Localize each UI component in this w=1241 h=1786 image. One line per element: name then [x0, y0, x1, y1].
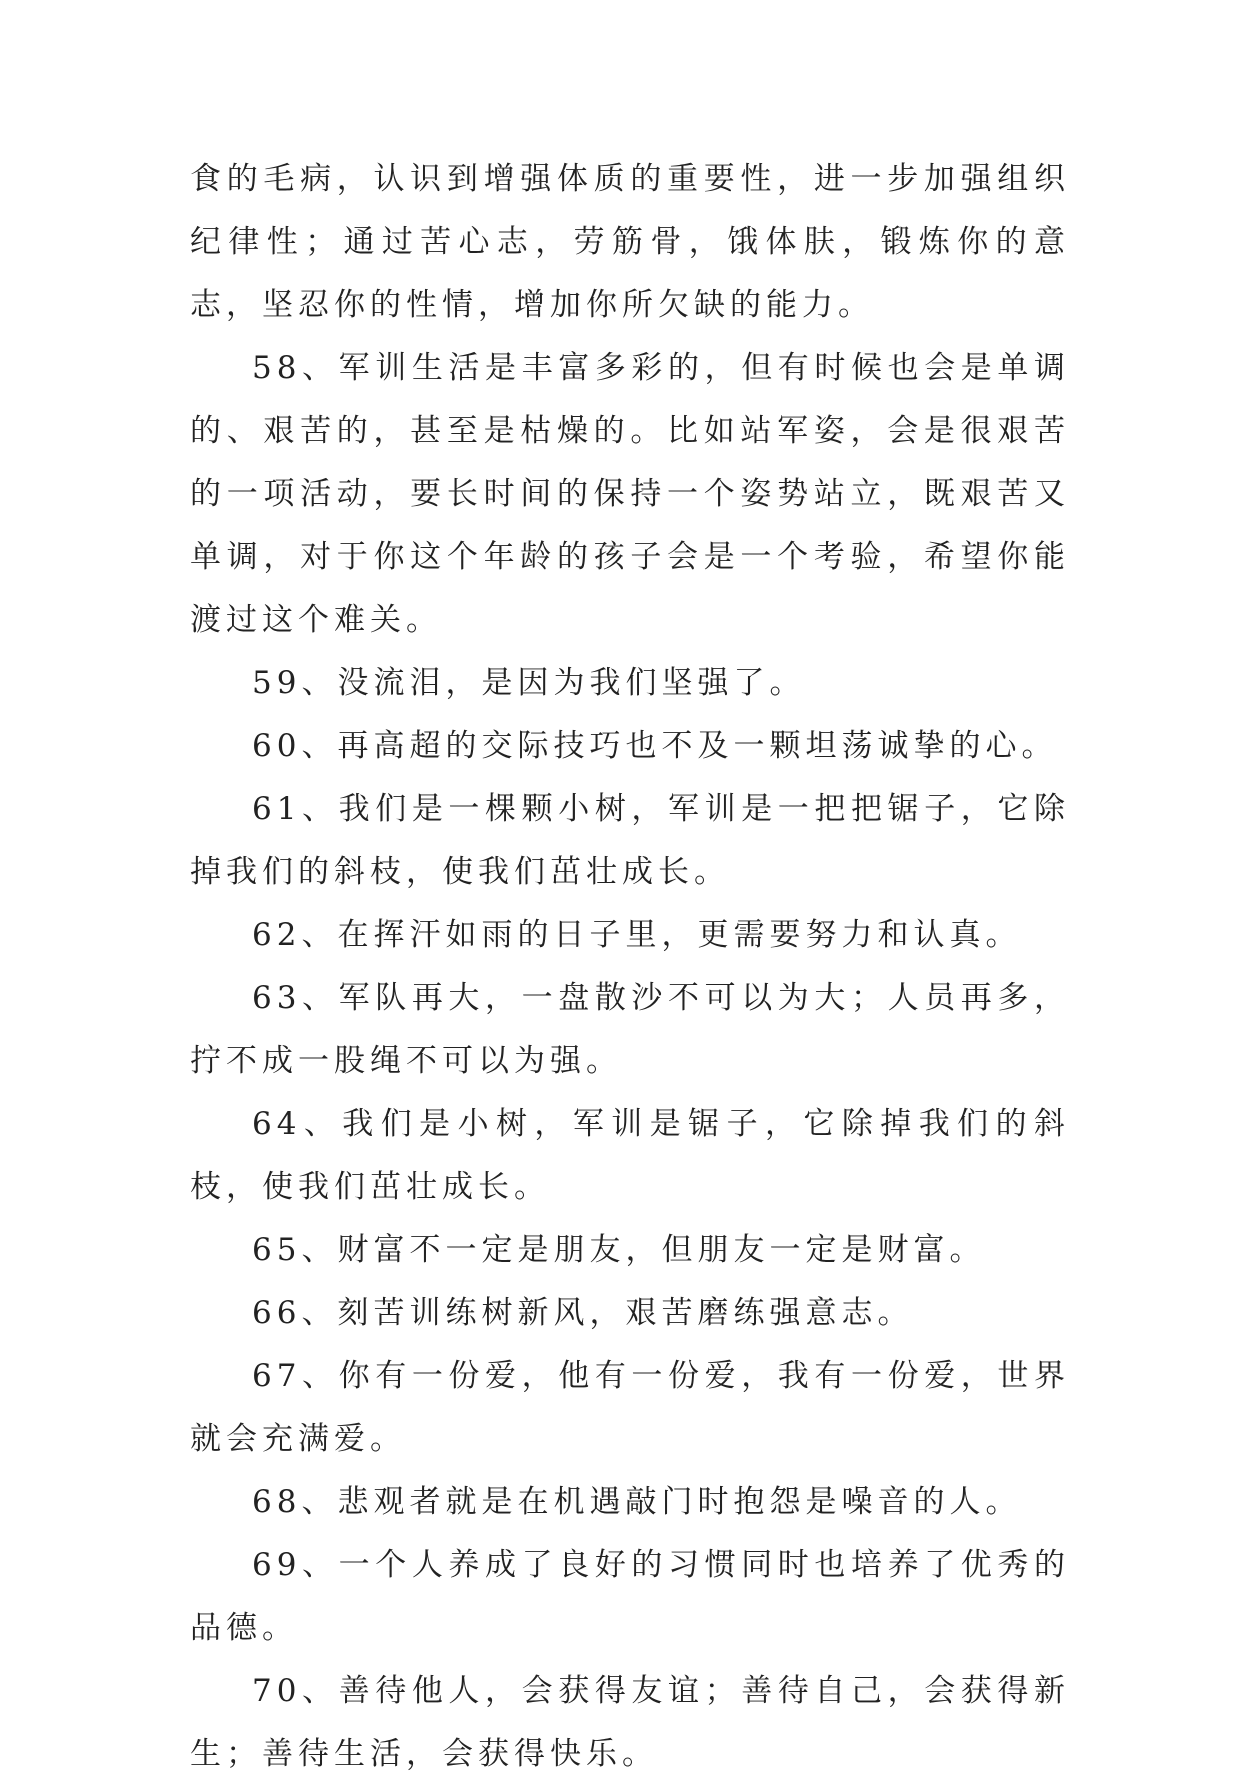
document-body — [190, 148, 1070, 1786]
paragraph-70: 70、善待他人，会获得友谊；善待自己，会获得新生；善待生活，会获得快乐。 — [190, 1673, 1070, 1772]
paragraph-60: 60、再高超的交际技巧也不及一颗坦荡诚挚的心。 — [252, 728, 1058, 764]
paragraph-59: 59、没流泪，是因为我们坚强了。 — [252, 665, 806, 701]
paragraph-67: 67、你有一份爱，他有一份爱，我有一份爱，世界就会充满爱。 — [190, 1358, 1070, 1457]
paragraph-68: 68、悲观者就是在机遇敲门时抱怨是噪音的人。 — [252, 1484, 1022, 1520]
paragraph-65: 65、财富不一定是朋友，但朋友一定是财富。 — [252, 1232, 986, 1268]
paragraph-continuation: 食的毛病，认识到增强体质的重要性，进一步加强组织纪律性；通过苦心志，劳筋骨，饿体肤，锻炼你的意志，坚忍你的性情，增加你所欠缺的能力。 — [190, 161, 1070, 323]
paragraph-58: 58、军训生活是丰富多彩的，但有时候也会是单调的、艰苦的，甚至是枯燥的。比如站军姿，会是很艰苦的一项活动，要长时间的保持一个姿势站立，既艰苦又单调，对于你这个年龄的孩子会是一个考验，希望你能渡过这个难关。 — [190, 350, 1070, 638]
paragraph-63: 63、军队再大，一盘散沙不可以为大；人员再多，拧不成一股绳不可以为强。 — [190, 980, 1070, 1079]
paragraph-61: 61、我们是一棵颗小树，军训是一把把锯子，它除掉我们的斜枝，使我们茁壮成长。 — [190, 791, 1070, 890]
paragraph-62: 62、在挥汗如雨的日子里，更需要努力和认真。 — [252, 917, 1022, 953]
paragraph-64: 64、我们是小树，军训是锯子，它除掉我们的斜枝，使我们茁壮成长。 — [190, 1106, 1070, 1205]
paragraph-66: 66、刻苦训练树新风，艰苦磨练强意志。 — [252, 1295, 914, 1331]
paragraph-69: 69、一个人养成了良好的习惯同时也培养了优秀的品德。 — [190, 1547, 1070, 1646]
